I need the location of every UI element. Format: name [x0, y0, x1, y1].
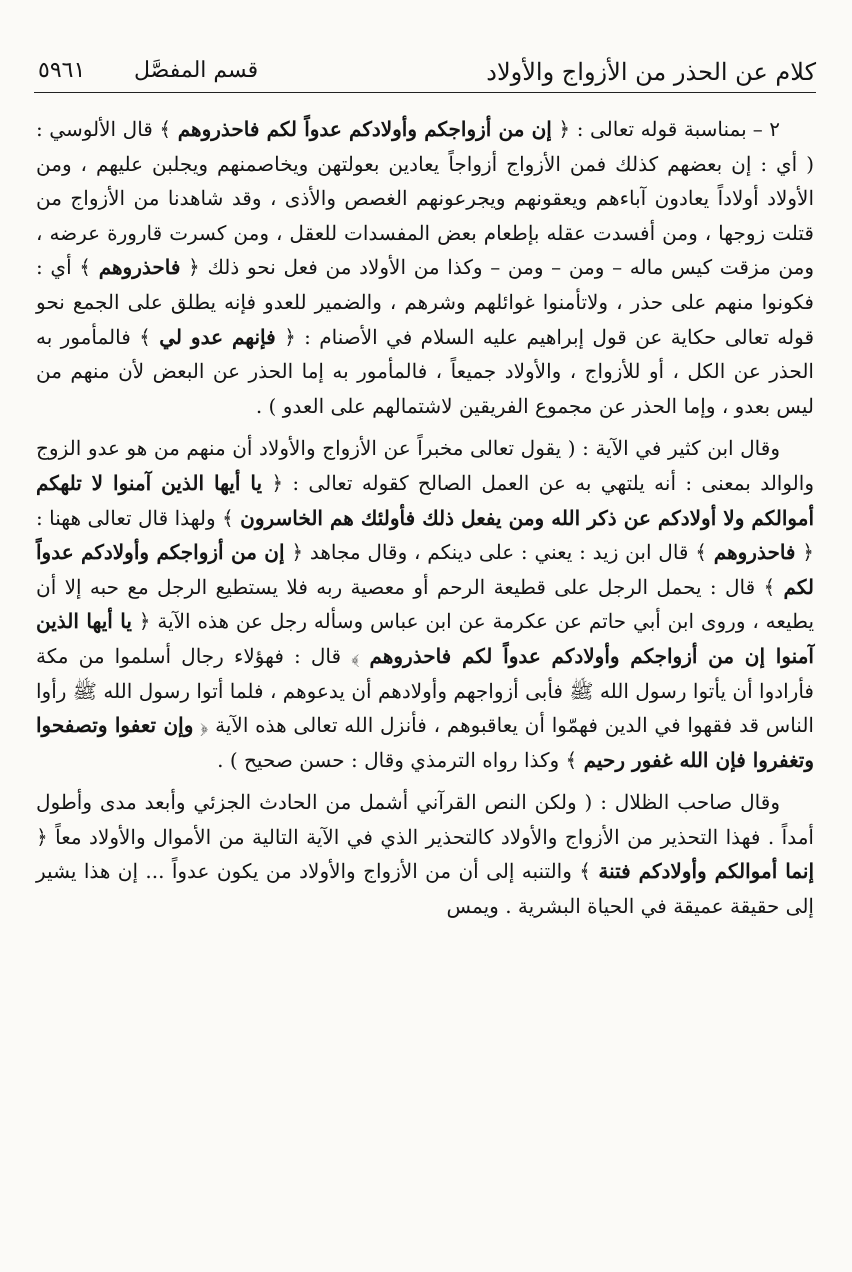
page-body: [36, 112, 814, 928]
text-segment: ﴾ وكذا رواه الترمذي وقال : حسن صحيح ) .: [217, 747, 584, 772]
text-segment: ﴾ قال الألوسي : ( أي : إن بعضهم كذلك فمن الأزواج أزواجاً يعادين بعولتهن ويخاصمنهم ويجلبن عليهم ، ومن الأولاد أولاداً يعادون آباءهم ويعقونهم ويجرعونهم الغصص والأذى ، وقد شاهدنا من الأزواج من قتلت زوجها ، ومن أفسدت عقله بإطعام بعض المفسدات للعقل ، ومن كسرت قارورة عرضه ، ومن مزقت كيس ماله – ومن – ومن – وكذا من الأولاد من فعل نحو ذلك ﴿: [36, 117, 815, 280]
text-segment: ﴾ قال : فهؤلاء رجال أسلموا من مكة فأرادوا أن يأتوا رسول الله ﷺ فأبى أزواجهم وأولادهم أن يدعوهم ، فلما أتوا رسول الله ﷺ رأوا الناس قد فقهوا في الدين فهمّوا أن يعاقبوهم ، فأنزل الله تعالى هذه الآية ﴿: [36, 643, 814, 738]
text-segment: ﴾ والتنبه إلى أن من الأزواج والأولاد من يكون عدواً ... إن هذا يشير إلى حقيقة عميقة في الحياة البشرية . ويمس: [36, 859, 814, 919]
paragraph: [36, 431, 814, 777]
quran-quote: إن من أزواجكم وأولادكم عدواً لكم: [36, 540, 814, 599]
quran-quote: وإن تعفوا وتصفحوا وتغفروا فإن الله غفور رحيم: [36, 713, 814, 772]
paragraph-number: ٢ –: [752, 117, 780, 141]
running-title: كلام عن الحذر من الأزواج والأولاد: [486, 58, 816, 86]
page-number: ٥٩٦١: [38, 58, 86, 83]
text-segment: بمناسبة قوله تعالى : ﴿: [551, 117, 747, 141]
paragraph: [36, 785, 814, 923]
quran-quote: يا أيها الذين آمنوا إن من أزواجكم وأولادكم عدواً لكم فاحذروهم: [36, 609, 814, 668]
page-header: [34, 52, 816, 93]
quran-quote: فاحذروهم: [713, 540, 796, 565]
text-segment: وقال صاحب الظلال : ( ولكن النص القرآني أشمل من الحادث الجزئي وأبعد مدى وأطول أمداً . فهذا التحذير من الأزواج والأولاد كالتحذير الذي في الآية التالية من الأموال والأولاد معاً ﴿: [36, 790, 814, 849]
text-segment: ﴾ قال : يحمل الرجل على قطيعة الرحم أو معصية ربه فلا يستطيع الرجل مع حبه إلا أن يطيعه ، وروى ابن أبي حاتم عن عكرمة عن ابن عباس وسأله رجل عن هذه الآية ﴿: [36, 574, 815, 634]
text-segment: ﴾ أي : فكونوا منهم على حذر ، ولاتأمنوا غوائلهم وشرهم ، والضمير للعدو فإنه يطلق على الجمع نحو قوله تعالى حكاية عن قول إبراهيم عليه السلام في الأصنام : ﴿: [36, 255, 815, 349]
quran-quote: فاحذروهم: [98, 255, 181, 280]
quran-quote: فإنهم عدو لي: [159, 324, 276, 349]
text-segment: ﴾ قال ابن زيد : يعني : على دينكم ، وقال مجاهد ﴿: [284, 540, 714, 565]
text-segment: وقال ابن كثير في الآية : ( يقول تعالى مخبراً عن الأزواج والأولاد أن منهم من هو عدو الزوج والوالد بمعنى : أنه يلتهي به عن العمل الصالح كقوله تعالى : ﴿: [36, 436, 814, 495]
paragraph: [36, 112, 814, 423]
quran-quote: يا أيها الذين آمنوا لا تلهكم أموالكم ولا أولادكم عن ذكر الله ومن يفعل ذلك فأولئك هم الخاسرون: [36, 470, 814, 530]
text-segment: ﴾ فالمأمور به الحذر عن الكل ، أو للأزواج ، والأولاد جميعاً ، فالمأمور به إما الحذر عن البعض لأن منهم من ليس بعدو ، وإما الحذر عن مجموع الفريقين لاشتمالهم على العدو ) .: [36, 324, 814, 418]
text-segment: ﴾ ولهذا قال تعالى ههنا : ﴿: [36, 505, 814, 565]
quran-quote: إنما أموالكم وأولادكم فتنة: [598, 859, 814, 884]
section-title: قسم المفصَّل: [134, 58, 259, 83]
quran-quote: إن من أزواجكم وأولادكم عدواً لكم فاحذروهم: [177, 117, 552, 141]
